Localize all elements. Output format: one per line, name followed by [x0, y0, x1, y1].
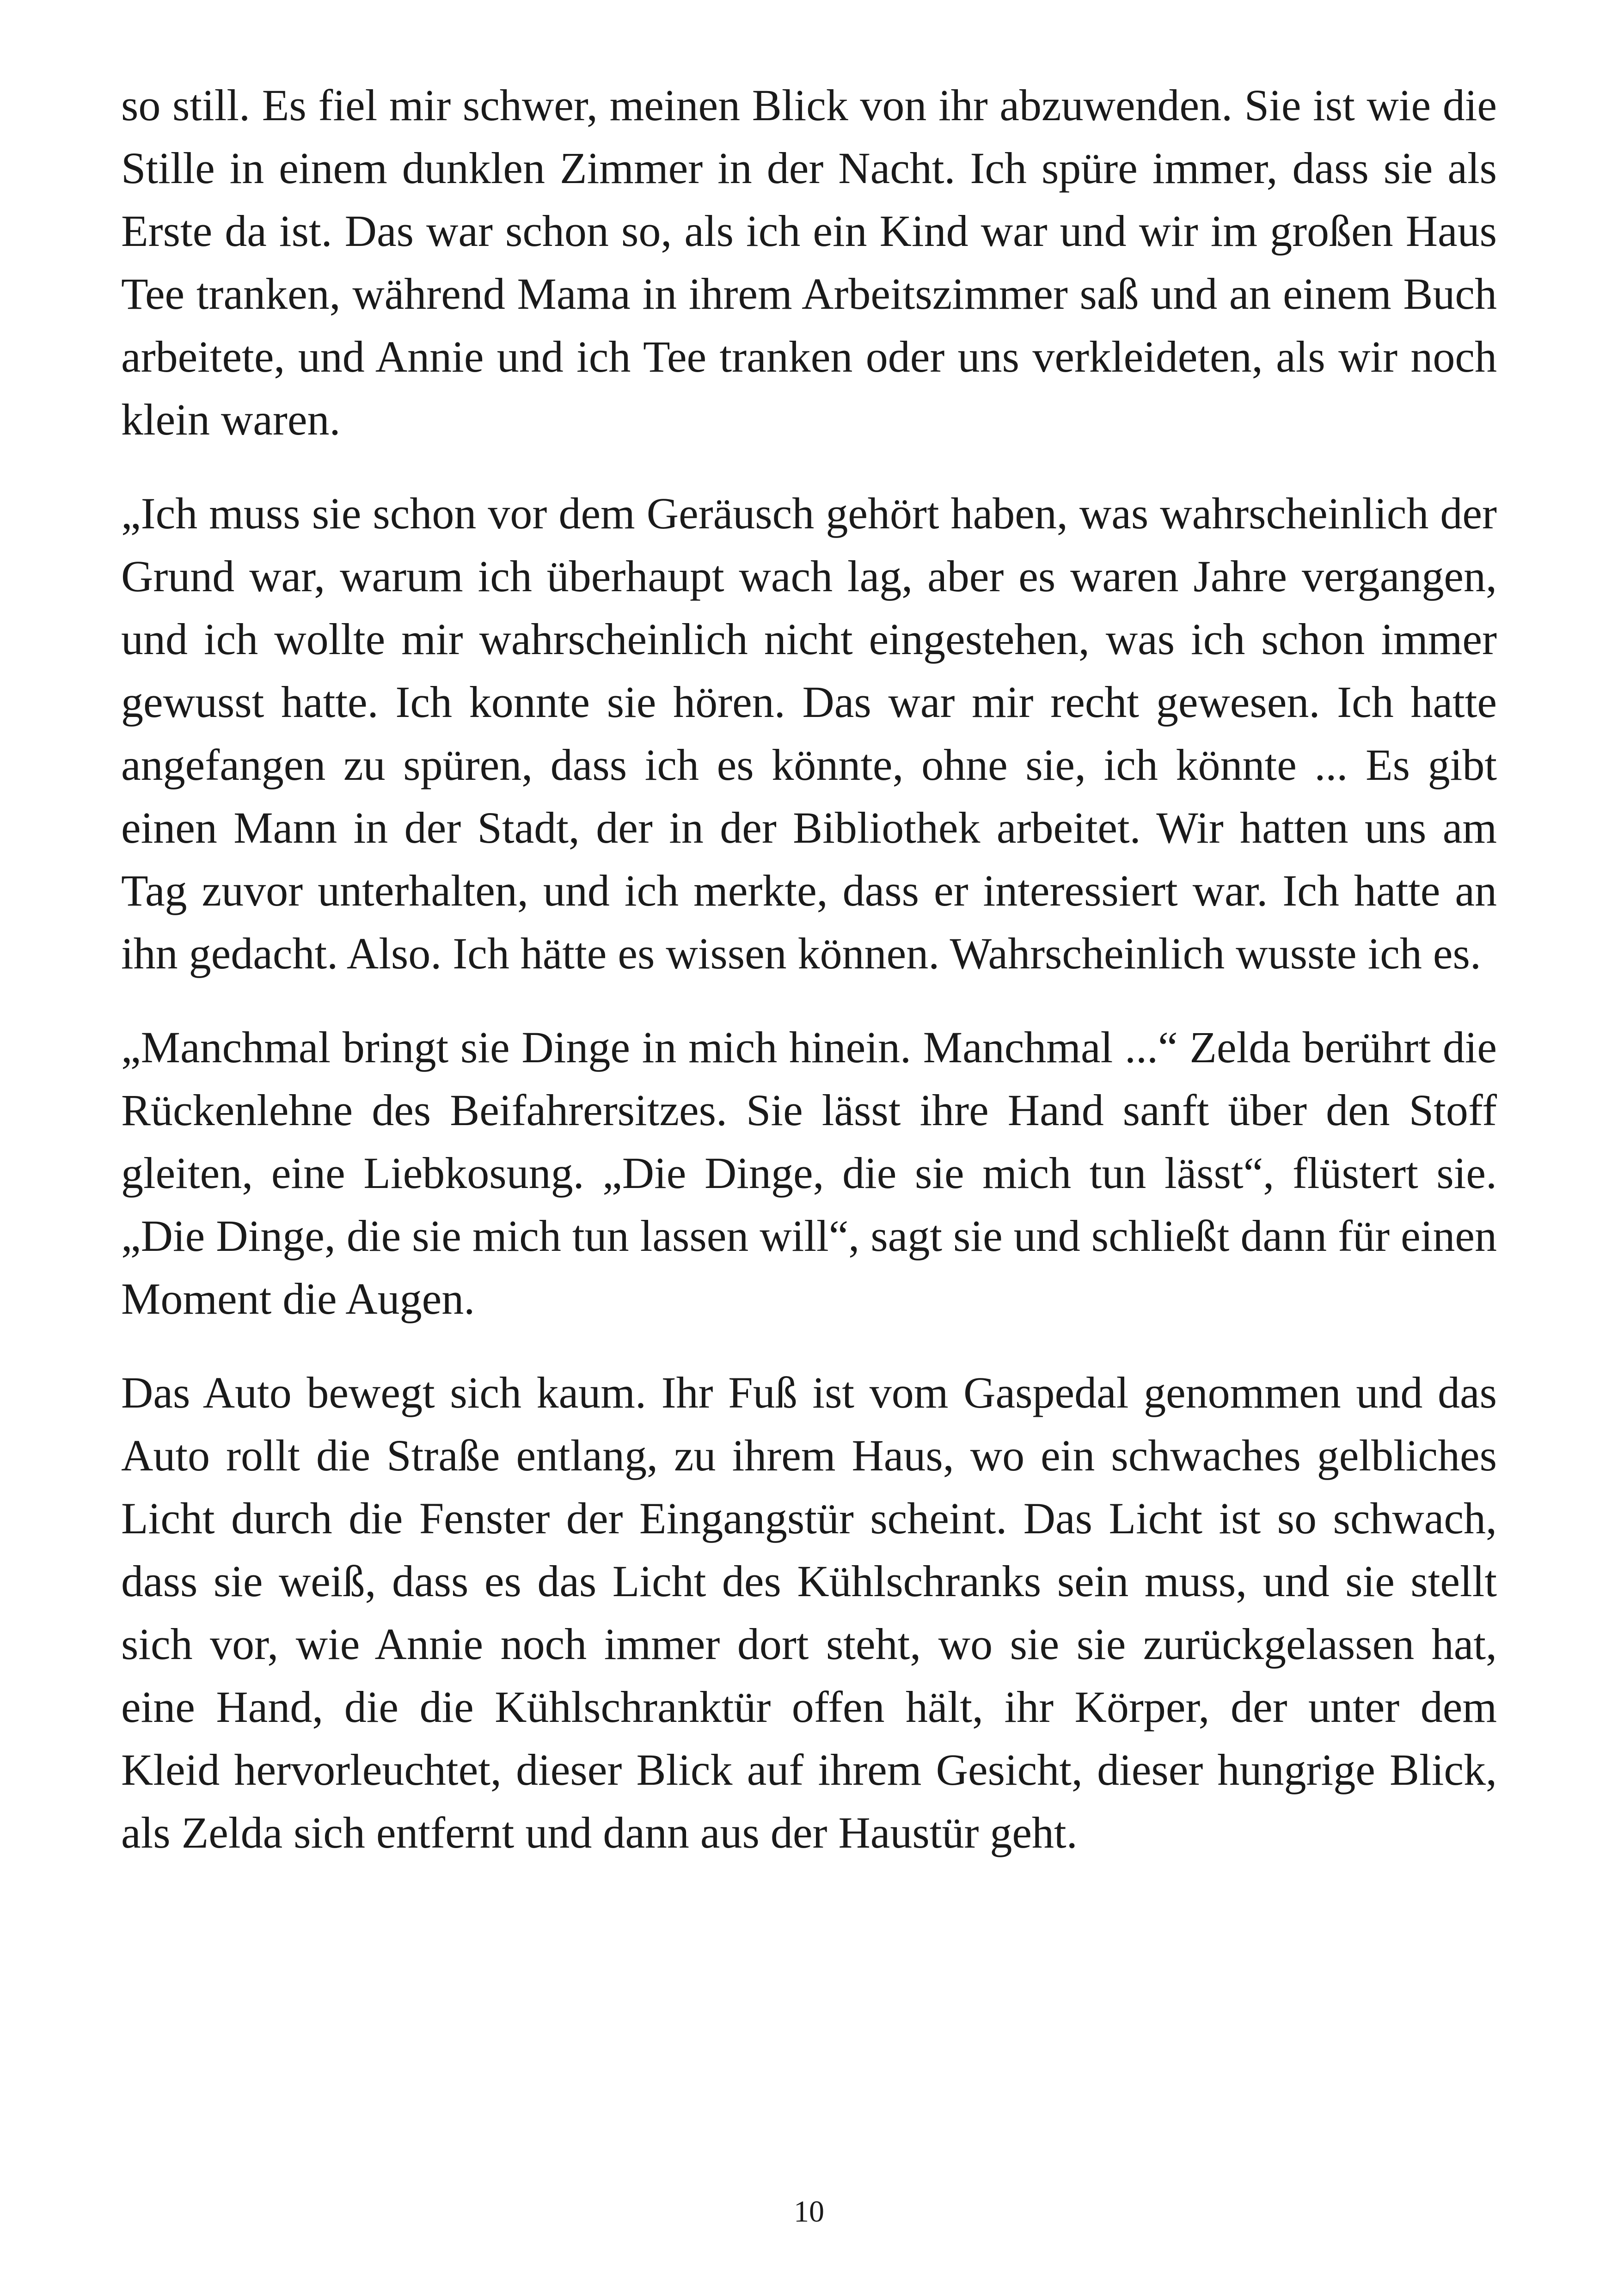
paragraph-4: Das Auto bewegt sich kaum. Ihr Fuß ist vom Gaspedal genommen und das Auto rollt die Straße entlang, zu ihrem Haus, wo ein schwaches gelbliches Licht durch die Fenster der Eingangstür scheint. Das Licht ist so schwach, dass sie weiß, dass es das Licht des Kühlschranks sein muss, und sie stellt sich vor, wie Annie noch immer dort steht, wo sie sie zurückgelassen hat, eine Hand, die die Kühlschranktür offen hält, ihr Körper, der unter dem Kleid hervorleuchtet, dieser Blick auf ihrem Gesicht, dieser hungrige Blick, als Zelda sich entfernt und dann aus der Haustür geht.	[121, 1368, 1497, 1857]
paragraph-1: so still. Es fiel mir schwer, meinen Blick von ihr abzuwenden. Sie ist wie die Stille in einem dunklen Zimmer in der Nacht. Ich spüre immer, dass sie als Erste da ist. Das war schon so, als ich ein Kind war und wir im großen Haus Tee tranken, während Mama in ihrem Arbeitszimmer saß und an einem Buch arbeitete, und Annie und ich Tee tranken oder uns verkleideten, als wir noch klein waren.	[121, 80, 1497, 444]
paragraph-2: „Ich muss sie schon vor dem Geräusch gehört haben, was wahrscheinlich der Grund war, warum ich überhaupt wach lag, aber es waren Jahre vergangen, und ich wollte mir wahrscheinlich nicht eingestehen, was ich schon immer gewusst hatte. Ich konnte sie hören. Das war mir recht gewesen. Ich hatte angefangen zu spüren, dass ich es könnte, ohne sie, ich könnte ... Es gibt einen Mann in der Stadt, der in der Bibliothek arbeitet. Wir hatten uns am Tag zuvor unterhalten, und ich merkte, dass er interessiert war. Ich hatte an ihn gedacht. Also. Ich hätte es wissen können. Wahrscheinlich wusste ich es.	[121, 489, 1497, 978]
body-text	[121, 74, 1497, 1895]
paragraph-3: „Manchmal bringt sie Dinge in mich hinein. Manchmal ...“ Zelda berührt die Rückenlehne des Beifahrersitzes. Sie lässt ihre Hand sanft über den Stoff gleiten, eine Liebkosung. „Die Dinge, die sie mich tun lässt“, flüstert sie. „Die Dinge, die sie mich tun lassen will“, sagt sie und schließt dann für einen Moment die Augen.	[121, 1022, 1497, 1323]
page-number: 10	[794, 2195, 824, 2229]
